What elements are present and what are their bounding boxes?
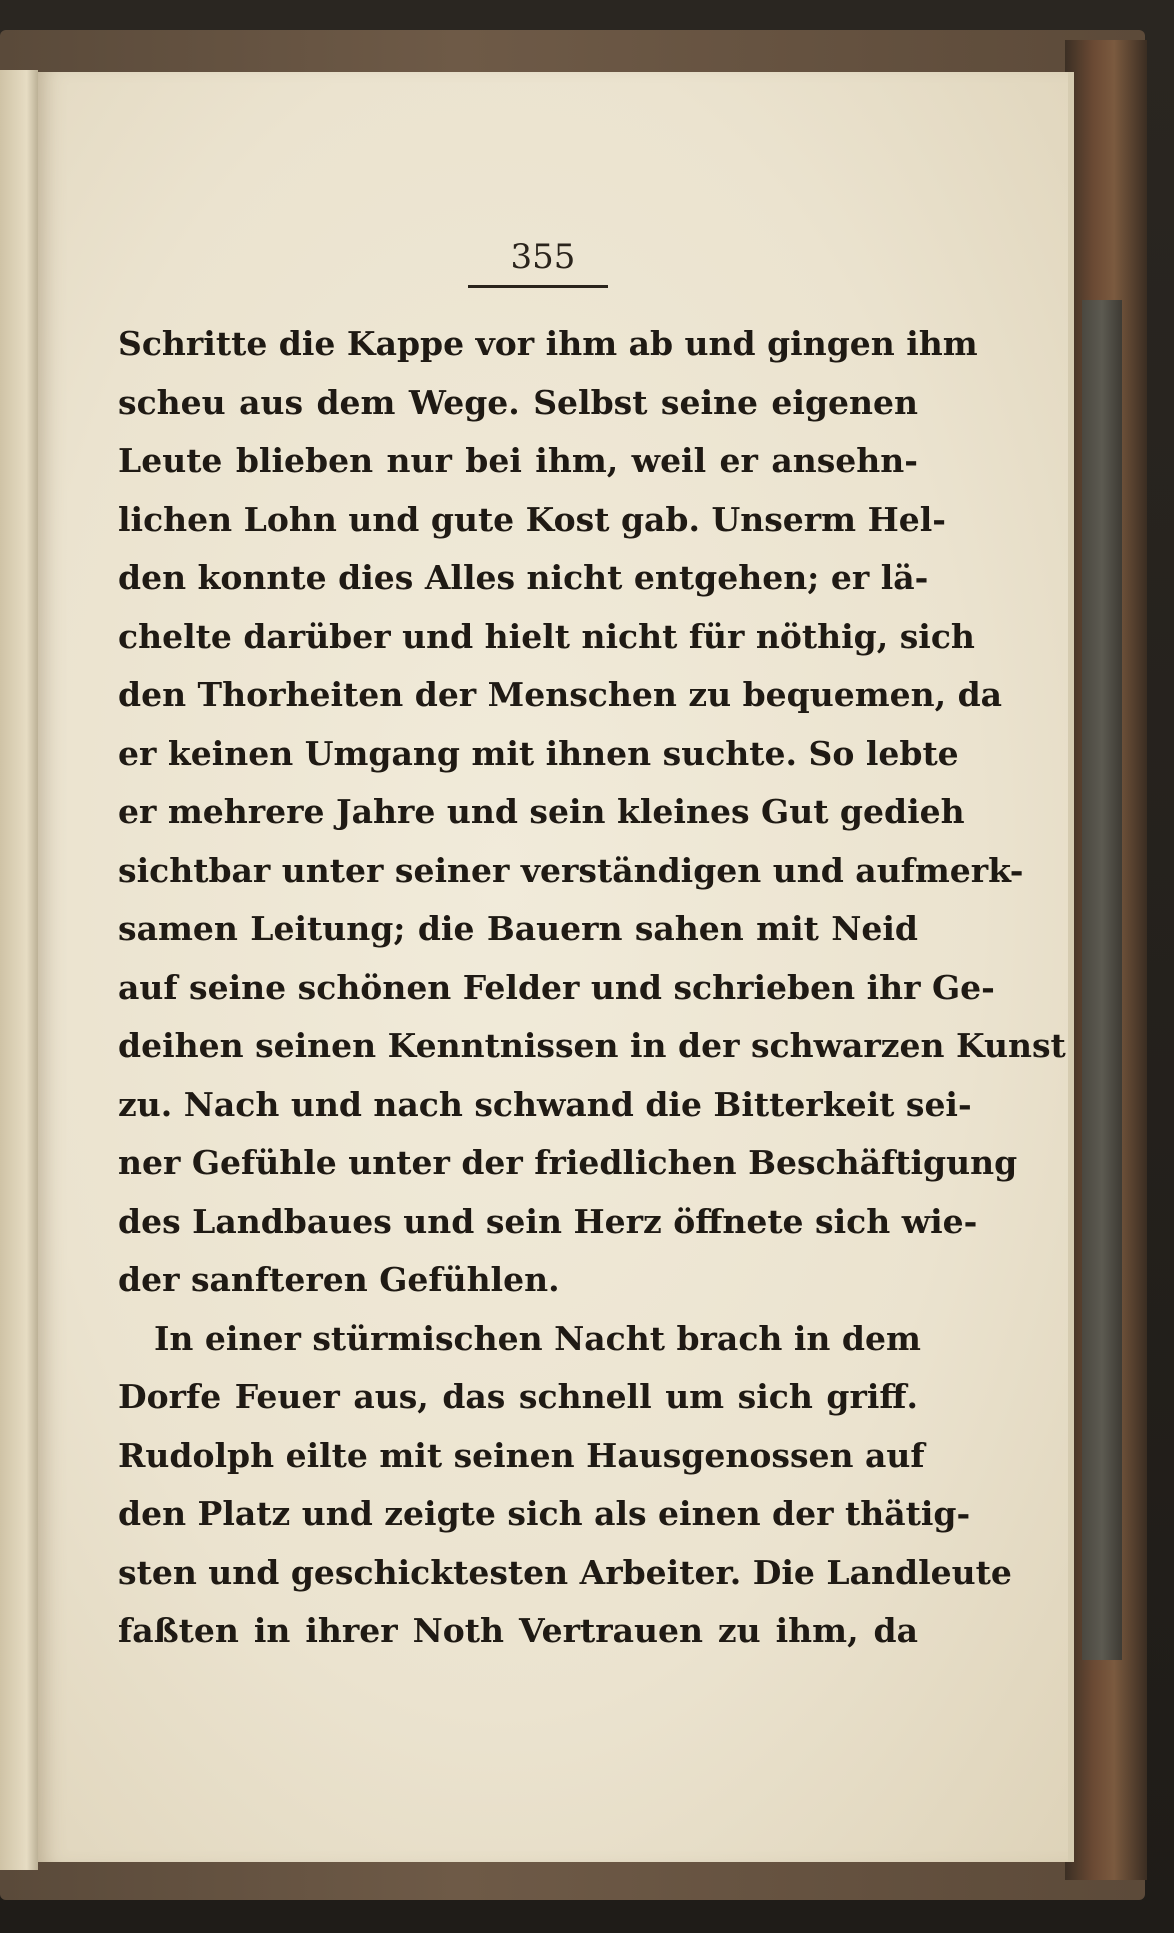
text-line: Rudolph eilte mit seinen Hausgenossen auf <box>118 1435 925 1475</box>
text-line: In einer stürmischen Nacht brach in dem <box>154 1318 921 1358</box>
text-line: den konnte dies Alles nicht entgehen; er lä- <box>118 558 929 597</box>
text-line: er keinen Umgang mit ihnen suchte. So lebte <box>118 733 959 773</box>
paragraph-1 <box>118 315 1066 1310</box>
text-line: deihen seinen Kenntnissen in der schwarzen Kunst <box>118 1026 1066 1065</box>
spine-strip <box>1082 300 1122 1660</box>
text-line: lichen Lohn und gute Kost gab. Unserm Hel- <box>118 499 946 539</box>
header-rule <box>468 285 608 288</box>
paragraph-2 <box>118 1310 1012 1661</box>
text-line: Leute blieben nur bei ihm, weil er ansehn- <box>118 441 918 480</box>
body-text <box>118 315 1066 1661</box>
text-line: auf seine schönen Felder und schrieben ihr Ge- <box>118 967 995 1007</box>
text-line: scheu aus dem Wege. Selbst seine eigenen <box>118 382 918 422</box>
text-line: des Landbaues und sein Herz öffnete sich wie- <box>118 1201 978 1241</box>
text-line: zu. Nach und nach schwand die Bitterkeit sei- <box>118 1084 972 1124</box>
text-line: sten und geschicktesten Arbeiter. Die Landleute <box>118 1552 1012 1592</box>
facing-page-edge <box>0 70 38 1870</box>
text-line: faßten in ihrer Noth Vertrauen zu ihm, da <box>118 1611 918 1650</box>
text-line: den Thorheiten der Menschen zu bequemen, da <box>118 675 1003 714</box>
text-line: ner Gefühle unter der friedlichen Beschäftigung <box>118 1143 1018 1182</box>
page-number: 355 <box>510 237 576 277</box>
text-line: er mehrere Jahre und sein kleines Gut gedieh <box>118 792 965 831</box>
page <box>38 72 1074 1862</box>
text-line: der sanfteren Gefühlen. <box>118 1260 560 1299</box>
text-line: Schritte die Kappe vor ihm ab und gingen ihm <box>118 324 978 363</box>
text-line: den Platz und zeigte sich als einen der thätig- <box>118 1494 971 1533</box>
text-line: sichtbar unter seiner verständigen und aufmerk- <box>118 850 1024 890</box>
text-line: samen Leitung; die Bauern sahen mit Neid <box>118 909 918 948</box>
text-line: chelte darüber und hielt nicht für nöthig, sich <box>118 616 975 656</box>
text-line: Dorfe Feuer aus, das schnell um sich griff. <box>118 1377 918 1416</box>
